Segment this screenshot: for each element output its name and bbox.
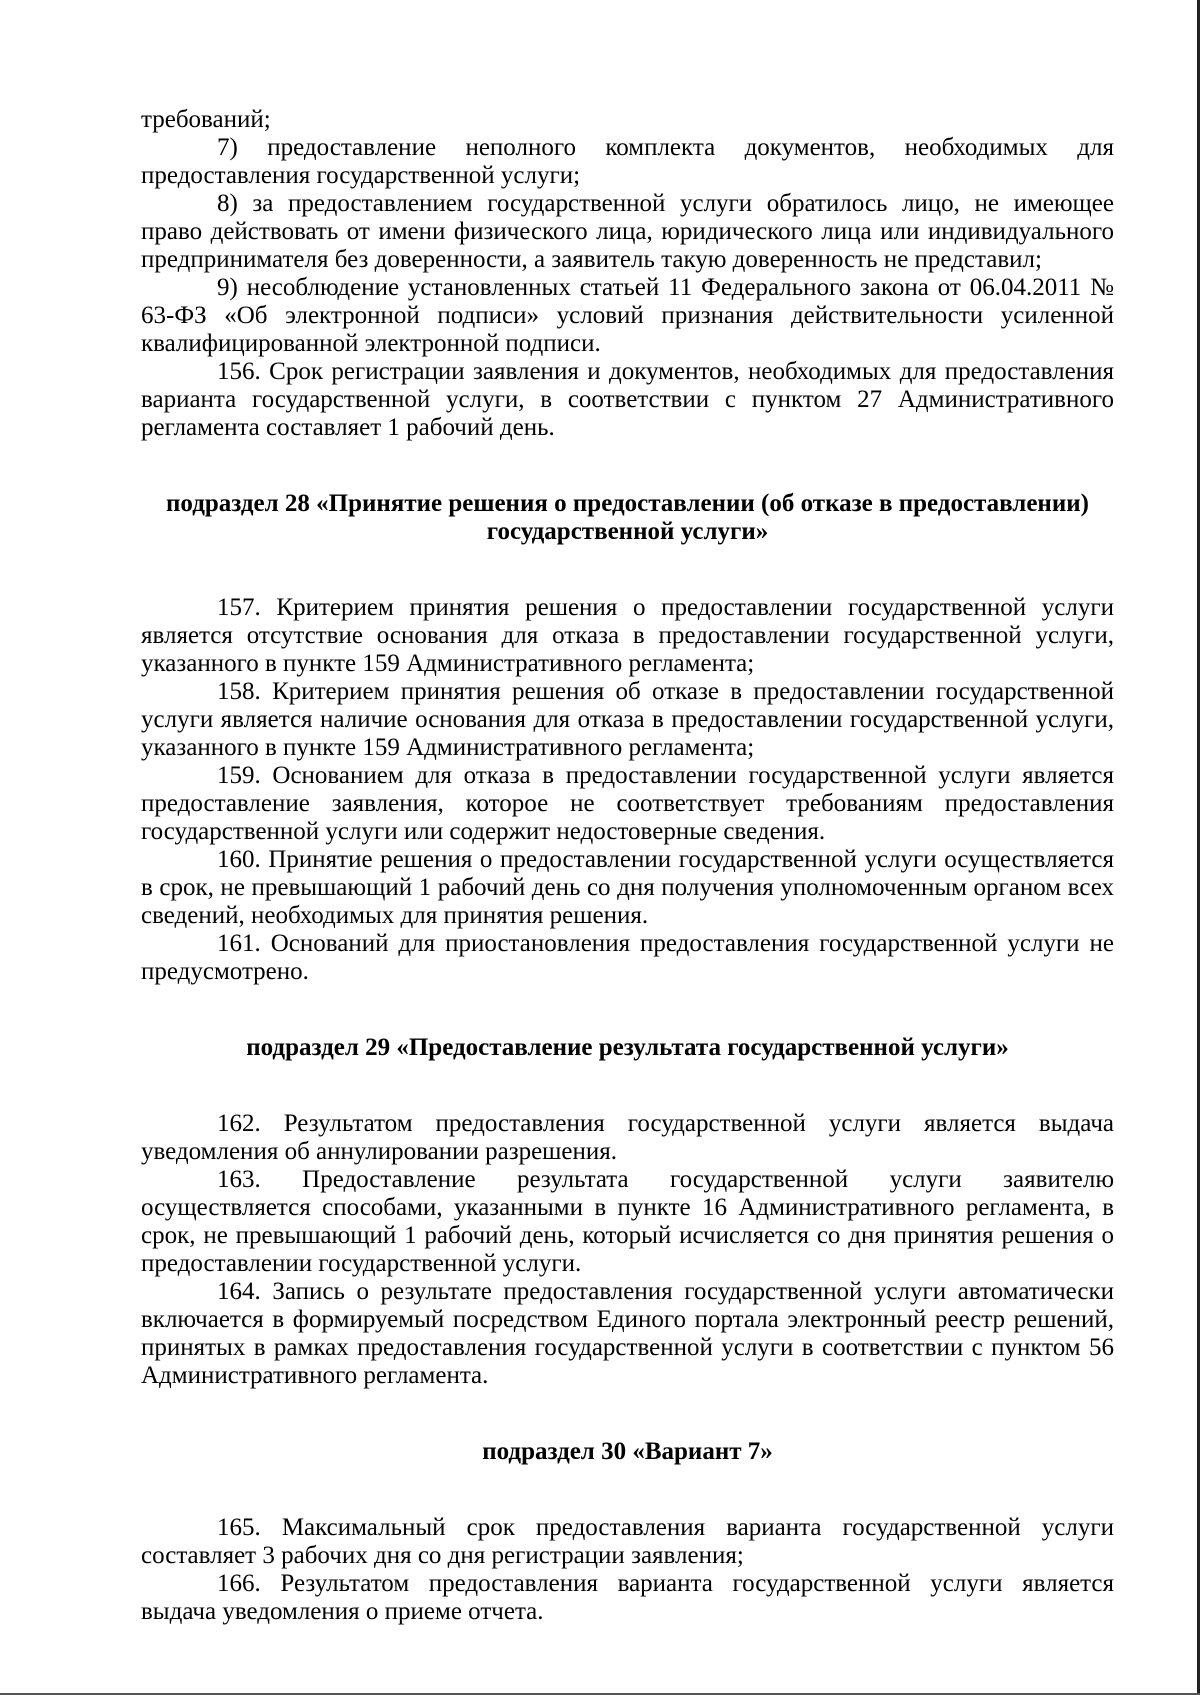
section-30-heading: подраздел 30 «Вариант 7»	[482, 1438, 773, 1465]
paragraph-item-8: 8) за предоставлением государственной услуги обратилось лицо, не имеющее право действовать от имени физического лица, юридического лица или индивидуального предпринимателя без доверенности, а заявитель такую доверенность не представил;	[141, 190, 1114, 273]
paragraph-item-9: 9) несоблюдение установленных статьей 11 Федерального закона от 06.04.2011 № 63-ФЗ «Об электронной подписи» условий признания действительности усиленной квалифицированной электронной подписи.	[141, 274, 1114, 357]
section-28-heading-line-1: подраздел 28 «Принятие решения о предоставлении (об отказе в предоставлении)	[166, 490, 1089, 517]
document-page	[141, 106, 1114, 1626]
section-28-heading	[141, 490, 1114, 546]
paragraph-156: 156. Срок регистрации заявления и документов, необходимых для предоставления варианта государственной услуги, в соответствии с пунктом 27 Административного регламента составляет 1 рабочий день.	[141, 358, 1114, 441]
paragraph-157: 157. Критерием принятия решения о предоставлении государственной услуги является отсутствие основания для отказа в предоставлении государственной услуги, указанного в пункте 159 Административного регламента;	[141, 594, 1114, 677]
paragraph-163: 163. Предоставление результата государственной услуги заявителю осуществляется способами, указанными в пункте 16 Административного регламента, в срок, не превышающий 1 рабочий день, который исчисляется со дня принятия решения о предоставлении государственной услуги.	[141, 1166, 1114, 1277]
paragraph-161: 161. Оснований для приостановления предоставления государственной услуги не предусмотрено.	[141, 930, 1114, 985]
section-29-heading: подраздел 29 «Предоставление результата государственной услуги»	[246, 1034, 1009, 1061]
paragraph-162: 162. Результатом предоставления государственной услуги является выдача уведомления об аннулировании разрешения.	[141, 1110, 1114, 1165]
paragraph-160: 160. Принятие решения о предоставлении государственной услуги осуществляется в срок, не превышающий 1 рабочий день со дня получения уполномоченным органом всех сведений, необходимых для принятия решения.	[141, 846, 1114, 929]
paragraph-continuation: требований;	[141, 106, 271, 133]
paragraph-item-7: 7) предоставление неполного комплекта документов, необходимых для предоставления государственной услуги;	[141, 134, 1114, 189]
section-28-heading-line-2: государственной услуги»	[486, 518, 769, 545]
paragraph-158: 158. Критерием принятия решения об отказе в предоставлении государственной услуги является наличие основания для отказа в предоставлении государственной услуги, указанного в пункте 159 Административного регламента;	[141, 678, 1114, 761]
paragraph-166: 166. Результатом предоставления варианта государственной услуги является выдача уведомления о приеме отчета.	[141, 1570, 1114, 1625]
paragraph-159: 159. Основанием для отказа в предоставлении государственной услуги является предоставление заявления, которое не соответствует требованиям предоставления государственной услуги или содержит недостоверные сведения.	[141, 762, 1114, 845]
paragraph-164: 164. Запись о результате предоставления государственной услуги автоматически включается в формируемый посредством Единого портала электронный реестр решений, принятых в рамках предоставления государственной услуги в соответствии с пунктом 56 Административного регламента.	[141, 1278, 1114, 1389]
paragraph-165: 165. Максимальный срок предоставления варианта государственной услуги составляет 3 рабочих дня со дня регистрации заявления;	[141, 1514, 1114, 1569]
